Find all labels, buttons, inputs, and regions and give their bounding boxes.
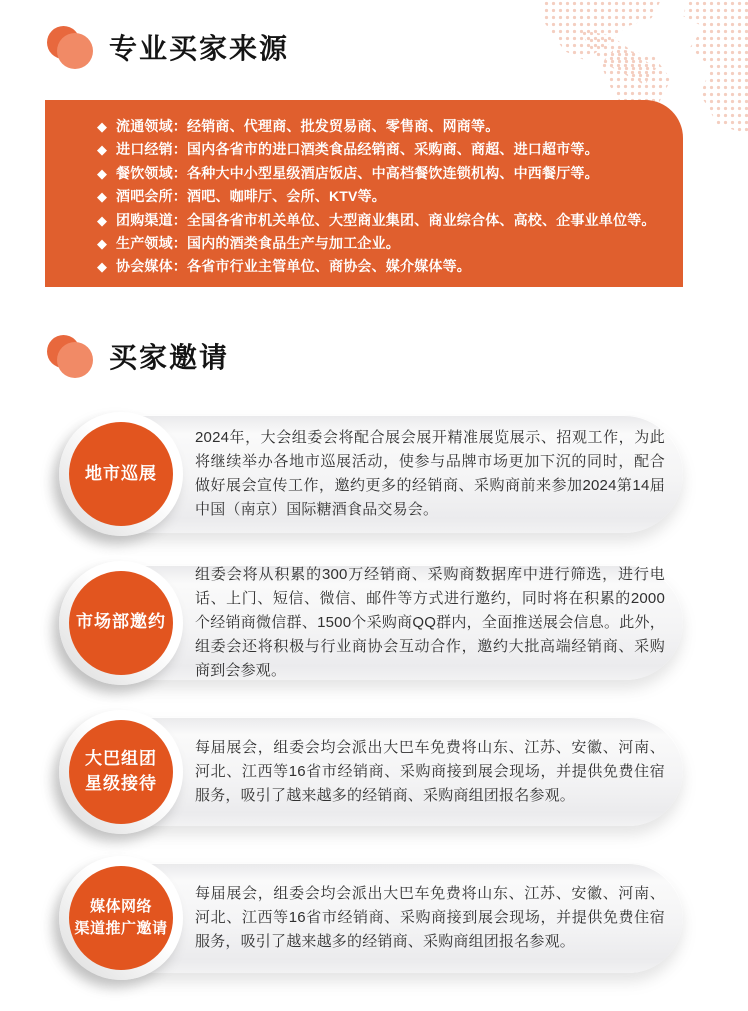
card-badge	[59, 710, 183, 834]
invite-card-city-tour	[57, 415, 683, 533]
diamond-bullet-icon: ◆	[97, 142, 107, 158]
buyer-source-item	[97, 232, 665, 255]
card-description-wrap	[195, 415, 665, 533]
card-badge-label: 大巴组团 星级接待	[69, 720, 173, 824]
circle-front	[57, 33, 93, 69]
diamond-bullet-icon: ◆	[97, 119, 107, 134]
card-badge	[59, 856, 183, 980]
buyer-sources-list	[97, 115, 665, 279]
diamond-bullet-icon: ◆	[97, 235, 107, 251]
invite-card-media-network	[57, 863, 683, 973]
diamond-bullet-icon: ◆	[97, 259, 107, 275]
buyer-source-item	[97, 162, 665, 185]
diamond-bullet-icon: ◆	[97, 212, 107, 228]
buyer-source-text: 进口经销：国内各省市的进口酒类食品经销商、采购商、商超、进口超市等。	[116, 141, 599, 158]
card-description-wrap	[195, 717, 665, 826]
diamond-bullet-icon: ◆	[97, 165, 107, 181]
card-badge-label: 市场部邀约	[69, 571, 173, 675]
card-description: 每届展会，组委会均会派出大巴车免费将山东、江苏、安徽、河南、河北、江西等16省市经销商、采购商接到展会现场，并提供免费住宿服务，吸引了越来越多的经销商、采购商组团报名参观。	[195, 885, 665, 950]
double-circle-icon	[47, 333, 93, 379]
card-description: 每届展会，组委会均会派出大巴车免费将山东、江苏、安徽、河南、河北、江西等16省市经销商、采购商接到展会现场，并提供免费住宿服务，吸引了越来越多的经销商、采购商组团报名参观。	[195, 738, 665, 804]
diamond-bullet-icon: ◆	[97, 189, 107, 205]
double-circle-icon	[47, 24, 93, 70]
buyer-source-text: 协会媒体：各省市行业主管单位、商协会、媒介媒体等。	[116, 258, 471, 275]
page-title-buyer-sources: 专业买家来源	[109, 33, 290, 64]
buyer-source-text: 团购渠道：全国各省市机关单位、大型商业集团、商业综合体、高校、企事业单位等。	[116, 211, 656, 228]
section-header-buyer-sources	[47, 24, 289, 70]
invite-card-marketing-invite	[57, 565, 683, 680]
buyer-source-text: 餐饮领域：各种大中小型星级酒店饭店、中高档餐饮连锁机构、中西餐厅等。	[116, 164, 599, 181]
card-badge-label: 媒体网络 渠道推广邀请	[69, 866, 173, 970]
buyer-sources-panel	[45, 100, 683, 287]
card-badge	[59, 412, 183, 536]
buyer-source-item	[97, 115, 665, 138]
buyer-source-item	[97, 185, 665, 208]
card-badge	[59, 561, 183, 685]
world-map-dots-north-america	[543, 0, 661, 60]
buyer-source-item	[97, 255, 665, 278]
card-description: 2024年，大会组委会将配合展会展开精准展览展示、招观工作，为此将继续举办各地市巡展活动，使参与品牌市场更加下沉的同时，配合做好展会宣传工作，邀约更多的经销商、采购商前来参加2024第14届中国（南京）国际糖酒食品交易会。	[195, 429, 665, 518]
invite-card-bus-group	[57, 717, 683, 826]
buyer-source-item	[97, 138, 665, 161]
card-description: 组委会将从积累的300万经销商、采购商数据库中进行筛选，进行电话、上门、短信、微信、邮件等方式进行邀约，同时将在积累的2000个经销商微信群、1500个采购商QQ群内，全面推送展会信息。此外，组委会还将积极与行业商协会互动合作，邀约大批高端经销商、采购商到会参观。	[195, 565, 665, 679]
buyer-source-item	[97, 209, 665, 232]
circle-front	[57, 342, 93, 378]
page-title-buyer-invitation: 买家邀请	[109, 342, 230, 373]
section-header-buyer-invitation	[47, 333, 229, 379]
card-badge-label: 地市巡展	[69, 422, 173, 526]
buyer-source-text: 酒吧会所：酒吧、咖啡厅、会所、KTV等。	[116, 188, 386, 205]
card-description-wrap	[195, 863, 665, 973]
buyer-source-text: 流通领域：经销商、代理商、批发贸易商、零售商、网商等。	[116, 118, 500, 134]
world-map-dots-europe-africa	[680, 0, 748, 135]
buyer-source-text: 生产领域：国内的酒类食品生产与加工企业。	[116, 234, 400, 251]
world-map-dots-central-america	[581, 30, 656, 85]
card-description-wrap	[195, 565, 665, 680]
